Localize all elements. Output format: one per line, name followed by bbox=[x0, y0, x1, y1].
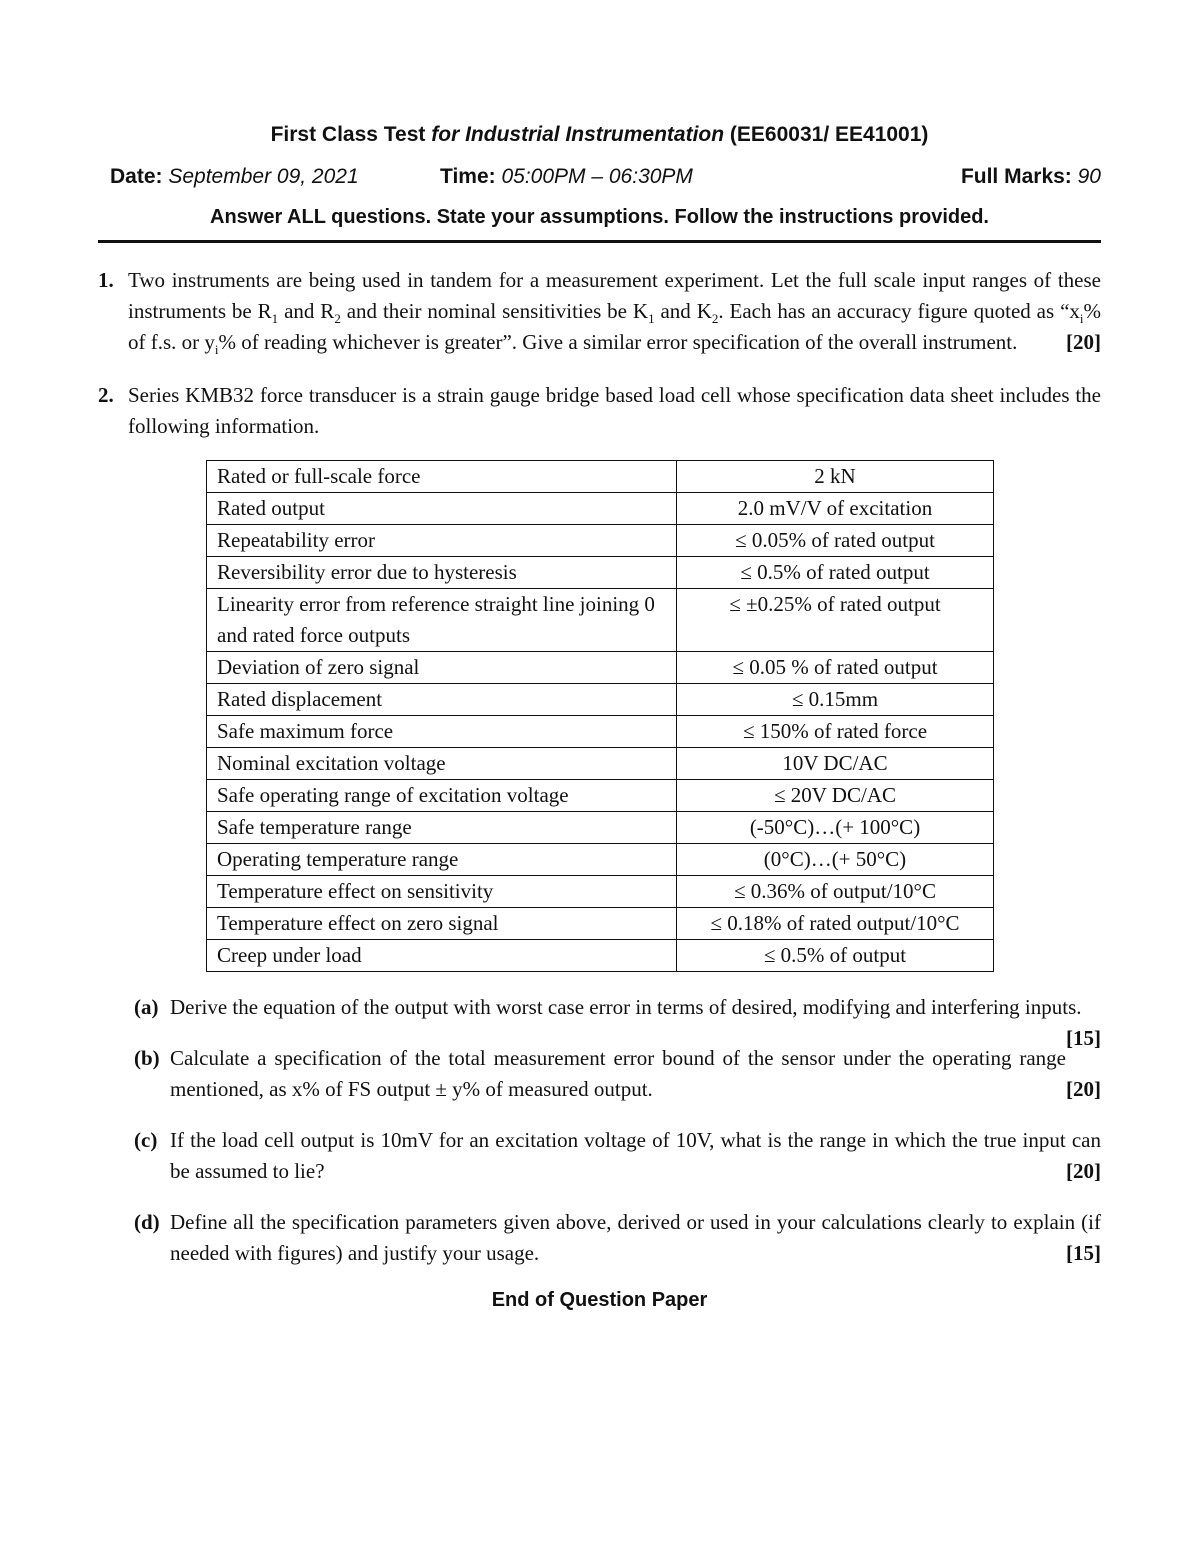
sub-question-text: Define all the specification parameters given above, derived or used in your calculations clearly to explain (if needed with figures) and justify your usage. bbox=[170, 1210, 1101, 1265]
sub-question-label: (b) bbox=[134, 1046, 160, 1070]
sub-question-label: (a) bbox=[134, 995, 159, 1019]
exam-date: Date: September 09, 2021 bbox=[110, 165, 359, 188]
spec-value: 10V DC/AC bbox=[677, 748, 994, 780]
table-row bbox=[207, 557, 994, 589]
spec-parameter: Repeatability error bbox=[207, 525, 677, 557]
spec-parameter: Reversibility error due to hysteresis bbox=[207, 557, 677, 589]
spec-value: ≤ ±0.25% of rated output bbox=[677, 589, 994, 652]
table-row bbox=[207, 940, 994, 972]
spec-parameter: Rated or full-scale force bbox=[207, 461, 677, 493]
sub-question-text: Derive the equation of the output with worst case error in terms of desired, modifying and interfering inputs. bbox=[170, 995, 1082, 1019]
table-row bbox=[207, 844, 994, 876]
spec-parameter: Deviation of zero signal bbox=[207, 652, 677, 684]
title-for: for bbox=[431, 123, 466, 146]
sub-question-text: Calculate a specification of the total measurement error bound of the sensor under the operating range mentioned, as x% of FS output ± y% of measured output. bbox=[170, 1046, 1066, 1101]
spec-parameter: Rated displacement bbox=[207, 684, 677, 716]
spec-parameter: Safe temperature range bbox=[207, 812, 677, 844]
sub-question-d bbox=[98, 1207, 1101, 1269]
spec-parameter: Nominal excitation voltage bbox=[207, 748, 677, 780]
spec-value: ≤ 0.5% of rated output bbox=[677, 557, 994, 589]
instructions: Answer ALL questions. State your assumptions. Follow the instructions provided. bbox=[210, 206, 989, 228]
sub-question-marks: [15] bbox=[1066, 1241, 1101, 1265]
spec-value: (0°C)…(+ 50°C) bbox=[677, 844, 994, 876]
course-name: Industrial Instrumentation bbox=[465, 123, 725, 146]
spec-value: ≤ 0.05 % of rated output bbox=[677, 652, 994, 684]
table-row bbox=[207, 589, 994, 652]
spec-value: (-50°C)…(+ 100°C) bbox=[677, 812, 994, 844]
question-text: Two instruments are being used in tandem for a measurement experiment. Let the full scale input ranges of these instruments be $R_1$ and $R_2$ and their nominal sensitivities be $K_1$ and $K_2$. Each has an accuracy figure quoted as “$x_i\%$ of f.s. or $y_i\%$ of reading whichever is greater”. Give a similar error specification of the overall instrument. [20] bbox=[128, 268, 1102, 358]
exam-meta bbox=[98, 162, 1101, 192]
end-of-paper: End of Question Paper bbox=[491, 1289, 708, 1311]
header-divider bbox=[98, 240, 1101, 243]
exam-time: Time: 05:00PM – 06:30PM bbox=[440, 165, 693, 188]
spec-parameter: Temperature effect on sensitivity bbox=[207, 876, 677, 908]
spec-parameter: Temperature effect on zero signal bbox=[207, 908, 677, 940]
spec-parameter: Rated output bbox=[207, 493, 677, 525]
full-marks: Full Marks: 90 bbox=[960, 165, 1101, 188]
spec-value: ≤ 0.5% of output bbox=[677, 940, 994, 972]
spec-value: 2 kN bbox=[677, 461, 994, 493]
sub-question-marks: [20] bbox=[1066, 1077, 1101, 1101]
spec-value: ≤ 150% of rated force bbox=[677, 716, 994, 748]
question-text: Series KMB32 force transducer is a strain gauge bridge based load cell whose specification data sheet includes the following information. bbox=[128, 383, 1101, 438]
question-number: 2. bbox=[98, 383, 114, 407]
sub-question-b bbox=[98, 1043, 1101, 1105]
sub-question-c bbox=[98, 1125, 1101, 1187]
spec-value: 2.0 mV/V of excitation bbox=[677, 493, 994, 525]
spec-value: ≤ 0.15mm bbox=[677, 684, 994, 716]
table-row bbox=[207, 493, 994, 525]
question-number: 1. bbox=[98, 268, 114, 292]
paper-title bbox=[98, 118, 1101, 152]
sub-questions bbox=[98, 992, 1101, 1269]
sub-question-a bbox=[98, 992, 1101, 1050]
table-row bbox=[207, 716, 994, 748]
question-paper bbox=[98, 118, 1101, 1312]
course-code: (EE60031/ EE41001) bbox=[724, 123, 929, 146]
table-row bbox=[207, 684, 994, 716]
table-row bbox=[207, 908, 994, 940]
spec-parameter: Linearity error from reference straight line joining 0 and rated force outputs bbox=[207, 589, 677, 652]
sub-question-marks: [20] bbox=[1066, 1159, 1101, 1183]
table-row bbox=[207, 876, 994, 908]
spec-parameter: Safe operating range of excitation voltage bbox=[207, 780, 677, 812]
table-row bbox=[207, 780, 994, 812]
table-row bbox=[207, 748, 994, 780]
table-row bbox=[207, 652, 994, 684]
spec-value: ≤ 0.05% of rated output bbox=[677, 525, 994, 557]
sub-question-text: If the load cell output is 10mV for an excitation voltage of 10V, what is the range in which the true input can be assumed to lie? bbox=[170, 1128, 1101, 1183]
question-2 bbox=[98, 380, 1101, 442]
question-1 bbox=[98, 265, 1101, 358]
spec-parameter: Operating temperature range bbox=[207, 844, 677, 876]
spec-parameter: Creep under load bbox=[207, 940, 677, 972]
spec-value: ≤ 0.18% of rated output/10°C bbox=[677, 908, 994, 940]
table-row bbox=[207, 525, 994, 557]
sub-question-label: (c) bbox=[134, 1128, 158, 1152]
title-text: First Class Test bbox=[270, 123, 432, 146]
specification-table bbox=[206, 460, 994, 972]
spec-value: ≤ 20V DC/AC bbox=[677, 780, 994, 812]
table-row bbox=[207, 812, 994, 844]
table-row bbox=[207, 461, 994, 493]
spec-parameter: Safe maximum force bbox=[207, 716, 677, 748]
sub-question-marks: [15] bbox=[1066, 1026, 1101, 1050]
sub-question-label: (d) bbox=[134, 1210, 160, 1234]
question-marks: [20] bbox=[1066, 330, 1101, 354]
spec-value: ≤ 0.36% of output/10°C bbox=[677, 876, 994, 908]
